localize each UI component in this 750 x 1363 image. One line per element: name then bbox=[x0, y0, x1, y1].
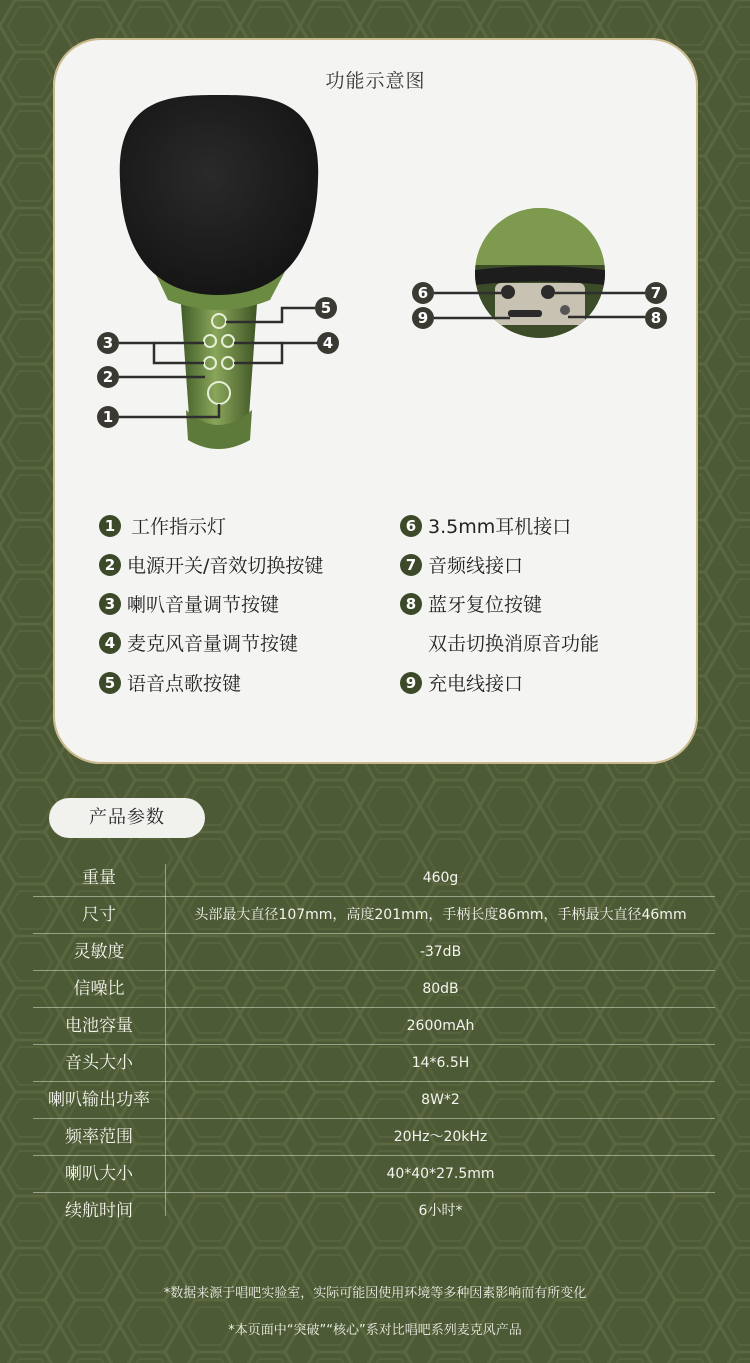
spec-label: 信噪比 bbox=[73, 979, 125, 999]
svg-text:4: 4 bbox=[322, 334, 334, 352]
spec-value: 40*40*27.5mm bbox=[386, 1166, 495, 1182]
legend-label: 充电线接口 bbox=[428, 673, 524, 695]
diagram-title: 功能示意图 bbox=[325, 70, 426, 92]
number-badge: 3 bbox=[99, 593, 121, 615]
table-row bbox=[33, 1119, 715, 1156]
legend-item bbox=[99, 671, 241, 697]
spec-value: 头部最大直径107mm，高度201mm，手柄长度86mm，手柄最大直径46mm bbox=[194, 907, 687, 923]
number-badge: 6 bbox=[400, 515, 422, 537]
callout-8 bbox=[645, 307, 667, 329]
svg-text:3: 3 bbox=[102, 334, 114, 352]
number-badge: 9 bbox=[400, 672, 422, 694]
legend-item bbox=[400, 514, 571, 540]
spec-value: 2600mAh bbox=[406, 1018, 475, 1034]
svg-text:9: 9 bbox=[417, 309, 429, 327]
spec-label: 续航时间 bbox=[65, 1201, 133, 1221]
legend-item bbox=[99, 592, 279, 618]
number-badge: 8 bbox=[400, 593, 422, 615]
callout-2 bbox=[97, 366, 119, 388]
legend-label: 电源开关/音效切换按键 bbox=[127, 555, 324, 577]
spec-label: 喇叭大小 bbox=[65, 1164, 133, 1184]
spec-value: 460g bbox=[422, 870, 459, 886]
spec-label: 重量 bbox=[82, 868, 116, 888]
legend-item bbox=[99, 514, 226, 540]
legend-item bbox=[99, 553, 323, 579]
legend-item bbox=[400, 592, 542, 618]
spec-value: 8W*2 bbox=[421, 1092, 460, 1108]
table-row bbox=[33, 1082, 715, 1119]
spec-value: -37dB bbox=[419, 944, 462, 960]
spec-value: 6小时* bbox=[418, 1203, 463, 1219]
legend-item bbox=[400, 553, 523, 579]
svg-text:5: 5 bbox=[320, 299, 332, 317]
svg-text:6: 6 bbox=[417, 284, 429, 302]
legend-label: 3.5mm耳机接口 bbox=[428, 516, 572, 538]
number-badge: 7 bbox=[400, 554, 422, 576]
spec-label: 喇叭输出功率 bbox=[48, 1090, 150, 1110]
legend-label: 蓝牙复位按键 bbox=[428, 594, 543, 616]
spec-value: 14*6.5H bbox=[411, 1055, 470, 1071]
footnote-data-source: *数据来源于唱吧实验室，实际可能因使用环境等多种因素影响而有所变化 bbox=[163, 1286, 587, 1301]
callout-6 bbox=[412, 282, 434, 304]
microphone-drawing bbox=[120, 95, 318, 449]
callout-3 bbox=[97, 332, 119, 354]
svg-text:7: 7 bbox=[650, 284, 662, 302]
legend-label: 双击切换消原音功能 bbox=[428, 633, 600, 655]
legend-label: 音频线接口 bbox=[428, 555, 524, 577]
spec-table bbox=[33, 860, 715, 1229]
table-row bbox=[33, 971, 715, 1008]
number-badge: 5 bbox=[99, 672, 121, 694]
table-row bbox=[33, 934, 715, 971]
spec-label: 电池容量 bbox=[65, 1016, 133, 1036]
svg-text:8: 8 bbox=[650, 309, 662, 327]
callout-9 bbox=[412, 307, 434, 329]
legend-item bbox=[400, 631, 599, 657]
table-row bbox=[33, 860, 715, 897]
number-badge: 2 bbox=[99, 554, 121, 576]
table-row bbox=[33, 1193, 715, 1229]
number-badge: 1 bbox=[99, 515, 121, 537]
legend-label: 工作指示灯 bbox=[131, 516, 227, 538]
callout-4 bbox=[317, 332, 339, 354]
callout-7 bbox=[645, 282, 667, 304]
table-row bbox=[33, 1156, 715, 1193]
legend-item bbox=[400, 671, 523, 697]
spec-label: 音头大小 bbox=[65, 1053, 133, 1073]
number-badge: 4 bbox=[99, 632, 121, 654]
footnote-comparison: *本页面中“突破”“核心”系对比唱吧系列麦克风产品 bbox=[228, 1323, 522, 1338]
legend-label: 语音点歌按键 bbox=[127, 673, 242, 695]
spec-label: 频率范围 bbox=[65, 1127, 133, 1147]
table-row bbox=[33, 897, 715, 934]
table-row bbox=[33, 1045, 715, 1082]
spec-label: 灵敏度 bbox=[73, 942, 125, 962]
legend-label: 喇叭音量调节按键 bbox=[127, 594, 280, 616]
svg-text:2: 2 bbox=[102, 368, 114, 386]
callout-5 bbox=[315, 297, 337, 319]
legend-label: 麦克风音量调节按键 bbox=[127, 633, 299, 655]
specs-title: 产品参数 bbox=[49, 798, 205, 838]
spec-value: 20Hz～20kHz bbox=[393, 1129, 488, 1145]
bottom-port-drawing bbox=[460, 195, 620, 345]
spec-value: 80dB bbox=[422, 981, 459, 997]
legend-item bbox=[99, 631, 298, 657]
spec-label: 尺寸 bbox=[82, 905, 116, 925]
product-illustration bbox=[0, 0, 750, 480]
table-row bbox=[33, 1008, 715, 1045]
callout-1 bbox=[97, 406, 119, 428]
svg-text:1: 1 bbox=[102, 408, 114, 426]
